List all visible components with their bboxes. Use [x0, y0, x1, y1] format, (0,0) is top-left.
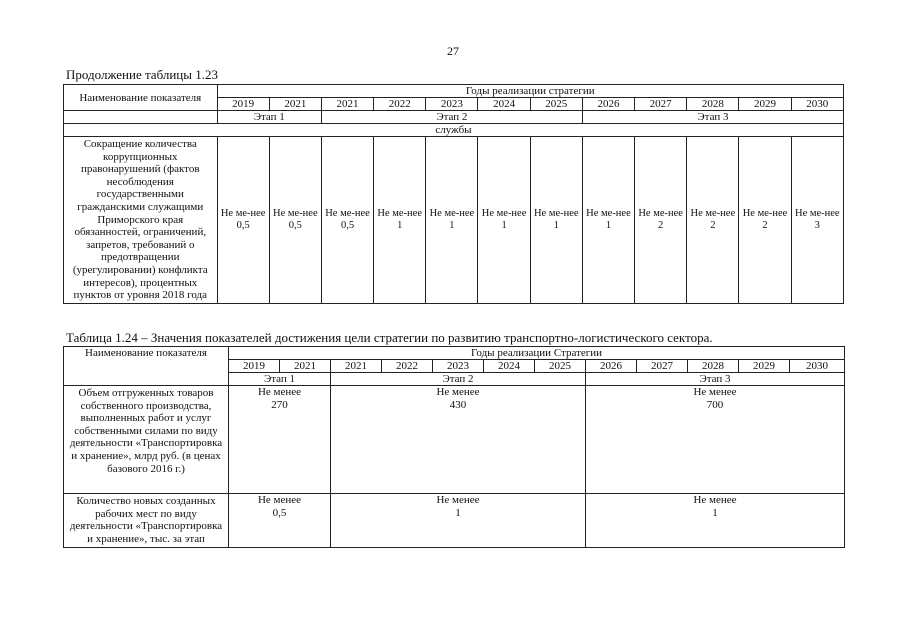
empty-cell [64, 111, 218, 124]
year-cell: 2029 [739, 98, 791, 111]
year-cell: 2023 [426, 98, 478, 111]
year-cell: 2030 [791, 98, 843, 111]
value-number: 270 [271, 399, 288, 411]
year-cell: 2024 [478, 98, 530, 111]
value-label: Не менее [693, 494, 737, 506]
page-number: 27 [447, 44, 459, 58]
years-header: Годы реализации стратегии [217, 85, 843, 98]
year-cell: 2024 [484, 360, 535, 373]
value-cell: Не ме-нее 0,5 [269, 137, 321, 304]
years-header: Годы реализации Стратегии [229, 347, 845, 360]
year-cell: 2021 [269, 98, 321, 111]
year-cell: 2027 [635, 98, 687, 111]
value-cell: Не ме-нее 1 [426, 137, 478, 304]
value-label: Не менее [257, 494, 302, 506]
stage-cell: Этап 1 [217, 111, 321, 124]
year-cell: 2025 [535, 360, 586, 373]
value-cell: Не ме-нее 1 [530, 137, 582, 304]
year-cell: 2023 [433, 360, 484, 373]
stage-value-cell [586, 494, 845, 548]
year-cell: 2022 [382, 360, 433, 373]
stage-cell: Этап 3 [586, 373, 845, 386]
stage-cell: Этап 2 [331, 373, 586, 386]
indicator-cell: Объем отгруженных товаров собственного производства, выполненных работ и услуг собственными силами по виду деятельности «Транспортировка и хранение», млрд руб. (в ценах базового 2016 г.) [64, 386, 229, 494]
indicator-cell: Количество новых созданных рабочих мест по виду деятельности «Транспортировка и хранение», тыс. за этап [64, 494, 229, 548]
value-label: Не менее [257, 386, 302, 398]
value-cell: Не ме-нее 3 [791, 137, 843, 304]
value-label: Не менее [693, 386, 737, 398]
stage-value-cell [331, 494, 586, 548]
indicator-column-header: Наименование показателя [64, 347, 229, 386]
year-cell: 2025 [530, 98, 582, 111]
value-number: 1 [712, 507, 718, 519]
stage-cell: Этап 1 [229, 373, 331, 386]
stage-cell: Этап 3 [582, 111, 843, 124]
year-cell: 2019 [229, 360, 280, 373]
year-cell: 2021 [331, 360, 382, 373]
value-number: 700 [706, 399, 724, 411]
value-number: 1 [455, 507, 461, 519]
value-cell: Не ме-нее 2 [739, 137, 791, 304]
table2-caption: Таблица 1.24 – Значения показателей достижения цели стратегии по развитию транспортно-логистического сектора. [66, 330, 713, 345]
indicator-column-header: Наименование показателя [64, 85, 218, 111]
value-number: 430 [449, 399, 467, 411]
value-cell: Не ме-нее 0,5 [321, 137, 373, 304]
value-label: Не менее [436, 494, 480, 506]
stage-value-cell [586, 386, 845, 494]
value-cell: Не ме-нее 1 [478, 137, 530, 304]
table1-caption: Продолжение таблицы 1.23 [66, 67, 218, 82]
value-cell: Не ме-нее 2 [635, 137, 687, 304]
value-cell: Не ме-нее 1 [374, 137, 426, 304]
year-cell: 2026 [582, 98, 634, 111]
year-cell: 2028 [687, 98, 739, 111]
stage-value-cell [229, 386, 331, 494]
stage-cell: Этап 2 [321, 111, 582, 124]
year-cell: 2019 [217, 98, 269, 111]
year-cell: 2029 [739, 360, 790, 373]
table-1-23 [63, 84, 844, 304]
year-cell: 2030 [790, 360, 845, 373]
value-cell: Не ме-нее 0,5 [217, 137, 269, 304]
year-cell: 2021 [280, 360, 331, 373]
year-cell: 2026 [586, 360, 637, 373]
year-cell: 2027 [637, 360, 688, 373]
section-row: службы [64, 124, 844, 137]
year-cell: 2022 [374, 98, 426, 111]
value-cell: Не ме-нее 2 [687, 137, 739, 304]
value-label: Не менее [436, 386, 480, 398]
indicator-cell: Сокращение количества коррупционных правонарушений (фактов несоблюдения государственными гражданскими служащими Приморского края обязанностей, ограничений, запретов, требований о предотвращении (урегулировании) конфликта интересов), процентных пунктов от уровня 2018 года [64, 137, 218, 304]
year-cell: 2028 [688, 360, 739, 373]
year-cell: 2021 [321, 98, 373, 111]
table-1-24 [63, 346, 845, 548]
value-cell: Не ме-нее 1 [582, 137, 634, 304]
stage-value-cell [229, 494, 331, 548]
value-number: 0,5 [272, 507, 287, 519]
stage-value-cell [331, 386, 586, 494]
